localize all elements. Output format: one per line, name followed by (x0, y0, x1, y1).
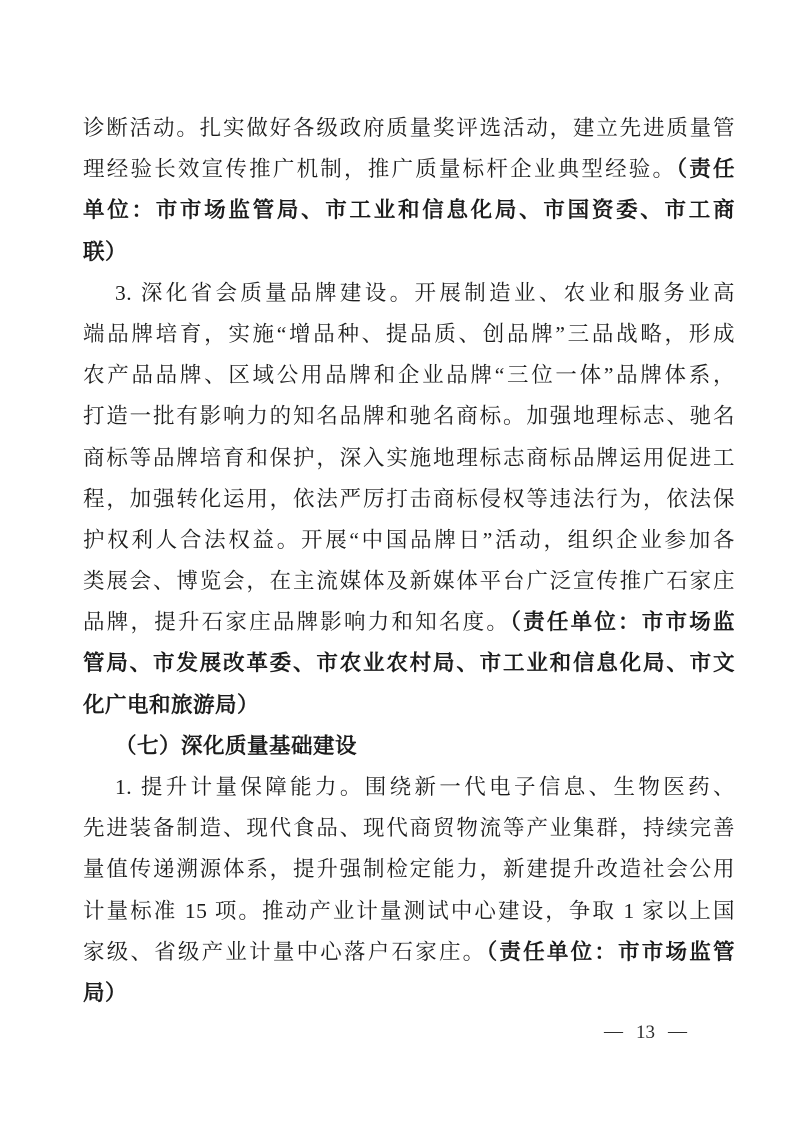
text-segment: 打造一批有影响力的知名品牌和驰名商标。加强地理标志、驰名 (83, 404, 735, 429)
text-line (83, 355, 735, 396)
text-line (83, 561, 735, 602)
bold-text-segment: （责任单位：市市场监管 (486, 939, 735, 964)
bold-text-segment: （责任 (676, 157, 735, 182)
text-segment: 端品牌培育，实施“增品种、提品质、创品牌”三品战略，形成 (83, 321, 735, 346)
bold-text-segment: （责任单位：市市场监 (510, 610, 735, 635)
text-line (83, 479, 735, 520)
text-segment: 农产品品牌、区域公用品牌和企业品牌“三位一体”品牌体系， (83, 363, 735, 388)
text-segment: 品牌，提升石家庄品牌影响力和知名度。 (83, 610, 511, 635)
text-segment: 护权利人合法权益。开展“中国品牌日”活动，组织企业参加各 (83, 527, 735, 552)
text-line (83, 520, 735, 561)
text-segment: 诊断活动。扎实做好各级政府质量奖评选活动，建立先进质量管 (83, 116, 735, 140)
text-line (83, 438, 735, 479)
text-line (83, 973, 735, 1014)
text-segment: 计量标准 15 项。推动产业计量测试中心建设，争取 1 家以上国 (83, 898, 735, 923)
text-line (83, 726, 735, 767)
page-number: 13 (636, 1022, 655, 1043)
bold-text-segment: 联） (83, 239, 128, 264)
text-segment: 程，加强转化运用，依法严厉打击商标侵权等违法行为，依法保 (83, 486, 735, 511)
text-line (83, 273, 735, 314)
text-line (83, 808, 735, 849)
text-segment: 商标等品牌培育和保护，深入实施地理标志商标品牌运用促进工 (83, 445, 735, 470)
text-line (83, 602, 735, 643)
bold-text-segment: （七）深化质量基础建设 (115, 733, 358, 758)
text-segment: 1. 提升计量保障能力。围绕新一代电子信息、生物医药、 (115, 775, 735, 799)
text-line (83, 849, 735, 890)
bold-text-segment: 单位：市市场监管局、市工业和信息化局、市国资委、市工商 (83, 198, 735, 223)
text-line (83, 891, 735, 932)
text-segment: 类展会、博览会，在主流媒体及新媒体平台广泛宣传推广石家庄 (83, 569, 735, 594)
text-line (83, 685, 735, 726)
text-segment: 理经验长效宣传推广机制，推广质量标杆企业典型经验。 (83, 157, 677, 182)
bold-text-segment: 管局、市发展改革委、市农业农村局、市工业和信息化局、市文 (83, 651, 735, 676)
text-line (83, 396, 735, 437)
text-segment: 先进装备制造、现代食品、现代商贸物流等产业集群，持续完善 (83, 816, 735, 841)
text-segment: 3. 深化省会质量品牌建设。开展制造业、农业和服务业高 (115, 280, 735, 305)
footer-dash-left: — (604, 1021, 623, 1042)
document-body (83, 108, 735, 1014)
text-line (83, 767, 735, 808)
text-line (83, 232, 735, 273)
bold-text-segment: 化广电和旅游局） (83, 692, 260, 717)
text-line (83, 149, 735, 190)
text-line (83, 314, 735, 355)
text-line (83, 643, 735, 684)
page-footer (604, 1022, 687, 1044)
text-segment: 量值传递溯源体系，提升强制检定能力，新建提升改造社会公用 (83, 857, 735, 882)
footer-dash-right: — (668, 1021, 687, 1042)
bold-text-segment: 局） (83, 980, 128, 1005)
text-line (83, 108, 735, 149)
text-line (83, 932, 735, 973)
text-segment: 家级、省级产业计量中心落户石家庄。 (83, 939, 487, 964)
text-line (83, 190, 735, 231)
